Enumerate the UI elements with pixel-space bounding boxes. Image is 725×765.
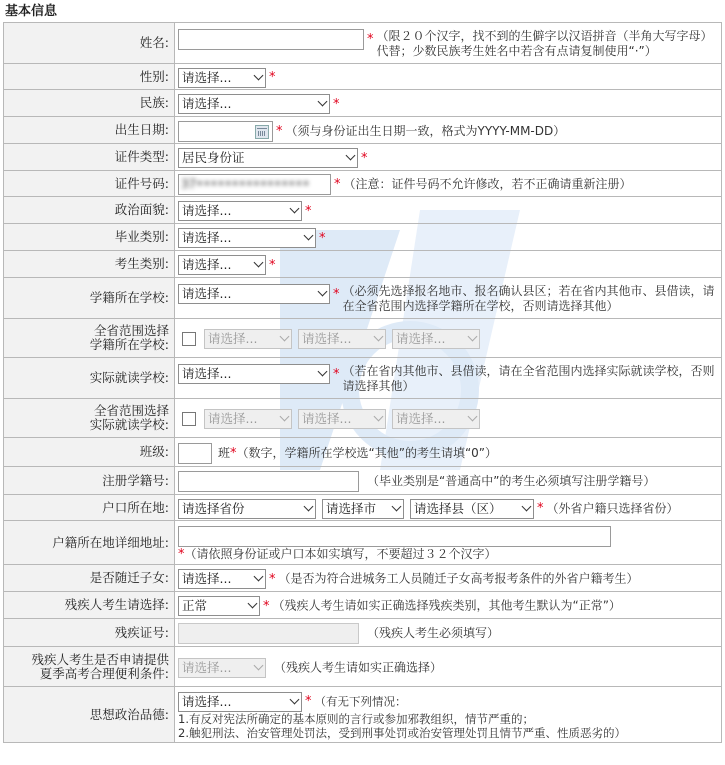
label-actual-school: 实际就读学校:	[4, 358, 175, 399]
chevron-down-icon	[468, 332, 478, 342]
grad-type-select[interactable]: 请选择...	[178, 228, 316, 248]
chevron-down-icon	[304, 501, 314, 511]
label-school-all: 全省范围选择 学籍所在学校:	[4, 319, 175, 358]
row-morality: 思想政治品德: 请选择... * （有无下列情况： 1.有反对宪法所确定的基本原则的言行或参加邪教组织，情节严重的； 2.触犯刑法、治安管理处罚法，受到刑事处罚或治安管理处罚且情节严重、性质恶劣的）	[4, 687, 722, 743]
chevron-down-icon	[254, 70, 264, 80]
ethnicity-select[interactable]: 请选择...	[178, 94, 330, 114]
birth-note: （须与身份证出生日期一致，格式为YYYY-MM-DD）	[285, 123, 566, 138]
row-ethnicity: 民族: 请选择... *	[4, 90, 722, 117]
row-migrant: 是否随迁子女: 请选择... * （是否为符合进城务工人员随迁子女高考报考条件的外省户籍考生）	[4, 565, 722, 592]
row-reg-no	[4, 467, 722, 495]
row-disabled: 残疾人考生请选择: 正常 * （残疾人考生请如实正确选择残疾类别，其他考生默认为“正常”）	[4, 592, 722, 619]
chevron-down-icon	[280, 412, 290, 422]
school-select[interactable]: 请选择...	[178, 284, 330, 304]
candidate-type-select[interactable]: 请选择...	[178, 255, 266, 275]
chevron-down-icon	[254, 572, 264, 582]
id-number-input[interactable]: 37••••••••••••••••	[178, 174, 331, 195]
morality-item-2: 2.触犯刑法、治安管理处罚法，受到刑事处罚或治安管理处罚且情节严重、性质恶劣的）	[178, 725, 626, 740]
row-actual-all	[4, 399, 722, 438]
chevron-down-icon	[392, 501, 402, 511]
row-id-type: 证件类型: 居民身份证 *	[4, 144, 722, 171]
label-reg-no: 注册学籍号:	[4, 467, 175, 495]
disabled-facility-select[interactable]: 请选择...	[178, 658, 266, 678]
chevron-down-icon	[522, 501, 532, 511]
chevron-down-icon	[254, 258, 264, 268]
name-note: （限２０个汉字，找不到的生僻字以汉语拼音（半角大写字母）代替；少数民族考生姓名中若含有点请复制使用“·”）	[376, 29, 713, 58]
reg-no-input[interactable]	[178, 471, 359, 492]
label-migrant: 是否随迁子女:	[4, 565, 175, 592]
row-actual-school: 实际就读学校: 请选择... * （若在省内其他市、县借读，请在全省范围内选择实际就读学校，否则请选择其他）	[4, 358, 722, 399]
chevron-down-icon	[248, 599, 258, 609]
id-number-note: （注意：证件号码不允许修改，若不正确请重新注册）	[343, 177, 632, 191]
morality-note: （有无下列情况：	[314, 694, 407, 708]
label-class: 班级:	[4, 438, 175, 467]
chevron-down-icon	[318, 287, 328, 297]
chevron-down-icon	[254, 660, 264, 670]
actual-school-select[interactable]: 请选择...	[178, 364, 330, 384]
actual-all-select-school[interactable]: 请选择...	[392, 409, 480, 429]
chevron-down-icon	[318, 367, 328, 377]
row-birth: 出生日期: * （须与身份证出生日期一致，格式为YYYY-MM-DD）	[4, 117, 722, 144]
row-school-all	[4, 319, 722, 358]
label-disabled: 残疾人考生请选择:	[4, 592, 175, 619]
row-political: 政治面貌: 请选择... *	[4, 197, 722, 224]
actual-all-select-county[interactable]: 请选择...	[298, 409, 386, 429]
chevron-down-icon	[290, 694, 300, 704]
label-disabled-cert: 残疾证号:	[4, 619, 175, 647]
row-hukou-addr: 户籍所在地详细地址: *（请依照身份证或户口本如实填写，不要超过３２个汉字）	[4, 521, 722, 565]
chevron-down-icon	[374, 412, 384, 422]
political-select[interactable]: 请选择...	[178, 201, 302, 221]
school-all-select-city[interactable]: 请选择...	[204, 329, 292, 349]
chevron-down-icon	[346, 151, 356, 161]
row-disabled-facility	[4, 647, 722, 687]
label-school: 学籍所在学校:	[4, 278, 175, 319]
label-political: 政治面貌:	[4, 197, 175, 224]
label-candidate-type: 考生类别:	[4, 251, 175, 278]
hukou-addr-note: （请依照身份证或户口本如实填写，不要超过３２个汉字）	[184, 546, 497, 561]
actual-school-note: （若在省内其他市、县借读，请在全省范围内选择实际就读学校，否则请选择其他）	[342, 364, 715, 393]
hukou-county-select[interactable]: 请选择县（区）	[410, 499, 534, 519]
school-note: （必须先选择报名地市、报名确认县区；若在省内其他市、县借读，请在全省范围内选择学籍所在学校，否则请选择其他）	[342, 284, 715, 313]
disabled-cert-note: （残疾人考生必须填写）	[367, 626, 500, 640]
migrant-note: （是否为符合进城务工人员随迁子女高考报考条件的外省户籍考生）	[278, 571, 639, 586]
migrant-select[interactable]: 请选择...	[178, 569, 266, 589]
actual-all-select-city[interactable]: 请选择...	[204, 409, 292, 429]
chevron-down-icon	[468, 412, 478, 422]
id-type-select[interactable]: 居民身份证	[178, 148, 358, 168]
label-actual-all: 全省范围选择 实际就读学校:	[4, 399, 175, 438]
hukou-address-input[interactable]	[178, 526, 611, 547]
row-id-number: 证件号码: 37•••••••••••••••• * （注意：证件号码不允许修改，若不正确请重新注册）	[4, 171, 722, 197]
label-id-type: 证件类型:	[4, 144, 175, 171]
hukou-province-select[interactable]: 请选择省份	[178, 499, 316, 519]
disabled-facility-note: （残疾人考生请如实正确选择）	[274, 660, 443, 674]
label-hukou-addr: 户籍所在地详细地址:	[4, 521, 175, 565]
school-all-select-school[interactable]: 请选择...	[392, 329, 480, 349]
class-suffix: 班	[218, 445, 231, 460]
label-ethnicity: 民族:	[4, 90, 175, 117]
chevron-down-icon	[290, 204, 300, 214]
morality-select[interactable]: 请选择...	[178, 692, 302, 712]
row-grad-type: 毕业类别: 请选择... *	[4, 224, 722, 251]
chevron-down-icon	[304, 231, 314, 241]
row-name	[4, 23, 722, 64]
school-all-select-county[interactable]: 请选择...	[298, 329, 386, 349]
row-school: 学籍所在学校: 请选择... * （必须先选择报名地市、报名确认县区；若在省内其他市、县借读，请在全省范围内选择学籍所在学校，否则请选择其他）	[4, 278, 722, 319]
label-name: 姓名:	[4, 23, 175, 64]
chevron-down-icon	[318, 97, 328, 107]
row-disabled-cert	[4, 619, 722, 647]
hukou-note: （外省户籍只选择省份）	[546, 501, 679, 515]
label-id-number: 证件号码:	[4, 171, 175, 197]
label-morality: 思想政治品德:	[4, 687, 175, 743]
disabled-cert-input[interactable]	[178, 623, 359, 644]
class-note: （数字，学籍所在学校选“其他”的考生请填“0”）	[236, 445, 498, 460]
calendar-icon[interactable]	[255, 125, 269, 139]
class-input[interactable]	[178, 443, 212, 464]
basic-info-form	[3, 22, 722, 743]
disabled-select[interactable]: 正常	[178, 596, 260, 616]
morality-item-1: 1.有反对宪法所确定的基本原则的言行或参加邪教组织，情节严重的；	[178, 711, 534, 726]
label-gender: 性别:	[4, 64, 175, 90]
actual-all-checkbox[interactable]	[182, 412, 196, 426]
section-title: 基本信息	[5, 4, 58, 19]
name-input[interactable]	[178, 29, 364, 50]
label-birth: 出生日期:	[4, 117, 175, 144]
required-mark: *	[367, 32, 374, 47]
label-disabled-facility: 残疾人考生是否申请提供 夏季高考合理便利条件:	[4, 647, 175, 687]
gender-select[interactable]: 请选择...	[178, 68, 266, 88]
chevron-down-icon	[374, 332, 384, 342]
chevron-down-icon	[280, 332, 290, 342]
birth-date-input[interactable]	[178, 121, 273, 142]
hukou-city-select[interactable]: 请选择市	[322, 499, 404, 519]
row-hukou: 户口所在地: 请选择省份 请选择市 请选择县（区） * （外省户籍只选择省份）	[4, 495, 722, 521]
row-class: 班级: 班*（数字，学籍所在学校选“其他”的考生请填“0”）	[4, 438, 722, 467]
label-hukou: 户口所在地:	[4, 495, 175, 521]
disabled-note: （残疾人考生请如实正确选择残疾类别，其他考生默认为“正常”）	[272, 598, 621, 613]
school-all-checkbox[interactable]	[182, 332, 196, 346]
label-grad-type: 毕业类别:	[4, 224, 175, 251]
row-candidate-type: 考生类别: 请选择... *	[4, 251, 722, 278]
row-gender: 性别: 请选择... *	[4, 64, 722, 90]
reg-no-note: （毕业类别是“普通高中”的考生必须填写注册学籍号）	[367, 474, 656, 488]
